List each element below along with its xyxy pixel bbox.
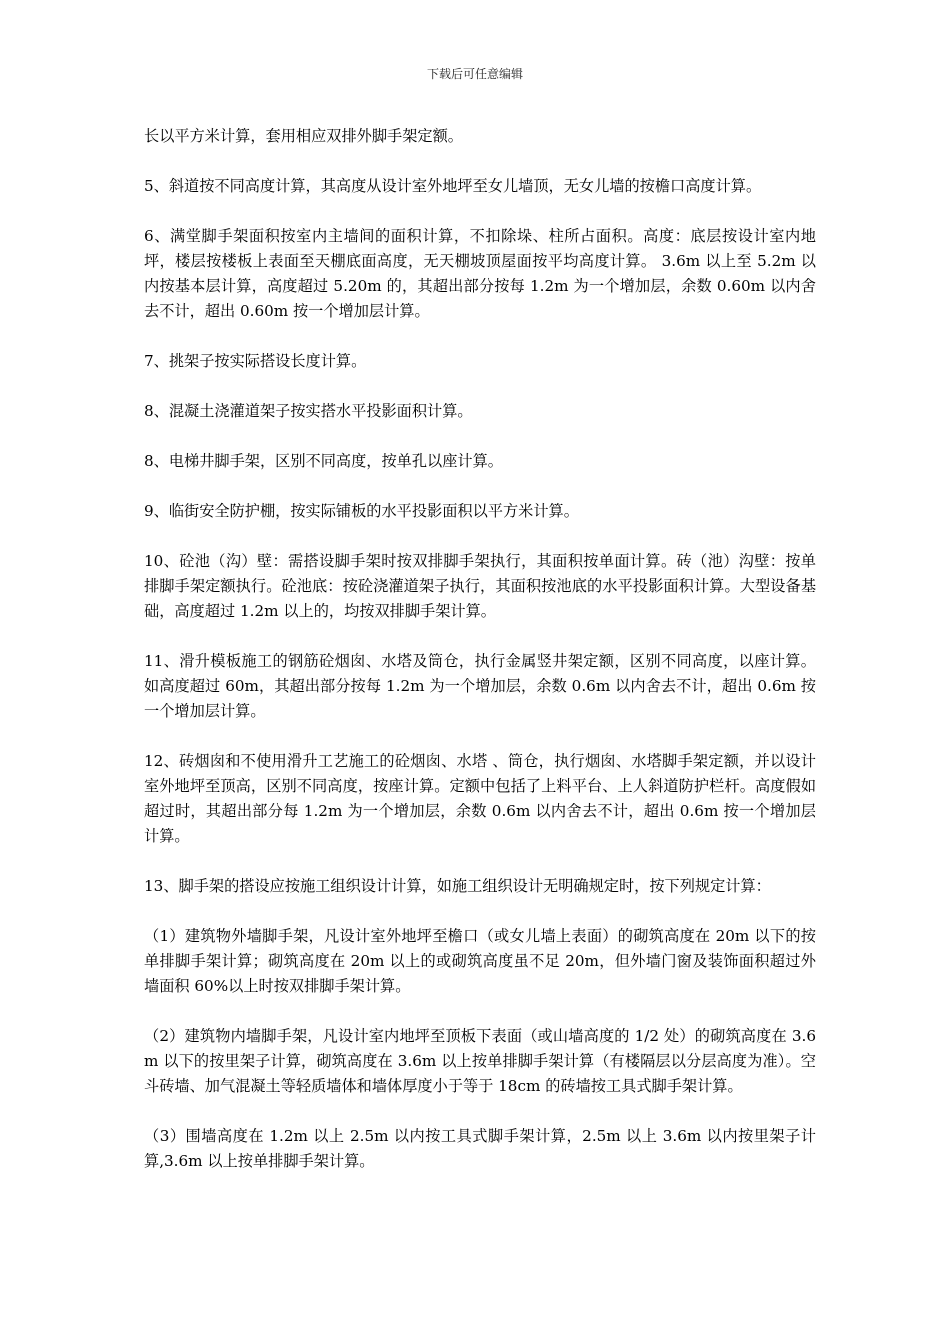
paragraph-item-6: 6、满堂脚手架面积按室内主墙间的面积计算，不扣除垛、柱所占面积。高度：底层按设计室内地坪，楼层按楼板上表面至天棚底面高度，无天棚坡顶屋面按平均高度计算。 3.6m 以上至 5.2m 以内按基本层计算，高度超过 5.20m 的，其超出部分按每 1.2m 为一个增加层，余数 0.60m 以内舍去不计，超出 0.60m 按一个增加层计算。 <box>144 227 816 320</box>
paragraph-item-8a: 8、混凝土浇灌道架子按实搭水平投影面积计算。 <box>144 402 473 420</box>
paragraph-item-8b: 8、电梯井脚手架，区别不同高度，按单孔以座计算。 <box>144 452 503 470</box>
paragraph-item-5: 5、斜道按不同高度计算，其高度从设计室外地坪至女儿墙顶，无女儿墙的按檐口高度计算。 <box>144 177 762 195</box>
page-header: 下载后可任意编辑 <box>426 67 523 81</box>
paragraph-item-13: 13、脚手架的搭设应按施工组织设计计算，如施工组织设计无明确规定时，按下列规定计算： <box>144 877 771 895</box>
paragraph-subitem-1: （1）建筑物外墙脚手架，凡设计室外地坪至檐口（或女儿墙上表面）的砌筑高度在 20m 以下的按单排脚手架计算；砌筑高度在 20m 以上的或砌筑高度虽不足 20m，但外墙门窗及装饰面积超过外墙面积 60%以上时按双排脚手架计算。 <box>144 927 816 995</box>
paragraph-subitem-3: （3）围墙高度在 1.2m 以上 2.5m 以内按工具式脚手架计算，2.5m 以上 3.6m 以内按里架子计算,3.6m 以上按单排脚手架计算。 <box>144 1127 816 1170</box>
paragraph-item-7: 7、挑架子按实际搭设长度计算。 <box>144 352 367 370</box>
paragraph-item-9: 9、临街安全防护棚，按实际铺板的水平投影面积以平方米计算。 <box>144 502 579 520</box>
paragraph-subitem-2: （2）建筑物内墙脚手架，凡设计室内地坪至顶板下表面（或山墙高度的 1/2 处）的砌筑高度在 3.6m 以下的按里架子计算，砌筑高度在 3.6m 以上按单排脚手架计算（有楼隔层以分层高度为准）。空斗砖墙、加气混凝土等轻质墙体和墙体厚度小于等于 18cm 的砖墙按工具式脚手架计算。 <box>144 1027 816 1095</box>
paragraph-item-12: 12、砖烟囱和不使用滑升工艺施工的砼烟囱、水塔 、筒仓，执行烟囱、水塔脚手架定额，并以设计室外地坪至顶高，区别不同高度，按座计算。定额中包括了上料平台、上人斜道防护栏杆。高度假如超过时，其超出部分每 1.2m 为一个增加层，余数 0.6m 以内舍去不计，超出 0.6m 按一个增加层计算。 <box>144 752 816 845</box>
document-body <box>144 124 816 1199</box>
paragraph-continuation: 长以平方米计算，套用相应双排外脚手架定额。 <box>144 127 463 145</box>
paragraph-item-10: 10、砼池（沟）壁：需搭设脚手架时按双排脚手架执行，其面积按单面计算。砖（池）沟壁：按单排脚手架定额执行。砼池底：按砼浇灌道架子执行，其面积按池底的水平投影面积计算。大型设备基础，高度超过 1.2m 以上的，均按双排脚手架计算。 <box>144 552 816 620</box>
paragraph-item-11: 11、滑升模板施工的钢筋砼烟囱、水塔及筒仓，执行金属竖井架定额，区别不同高度，以座计算。如高度超过 60m，其超出部分按每 1.2m 为一个增加层，余数 0.6m 以内舍去不计，超出 0.6m 按一个增加层计算。 <box>144 652 816 720</box>
